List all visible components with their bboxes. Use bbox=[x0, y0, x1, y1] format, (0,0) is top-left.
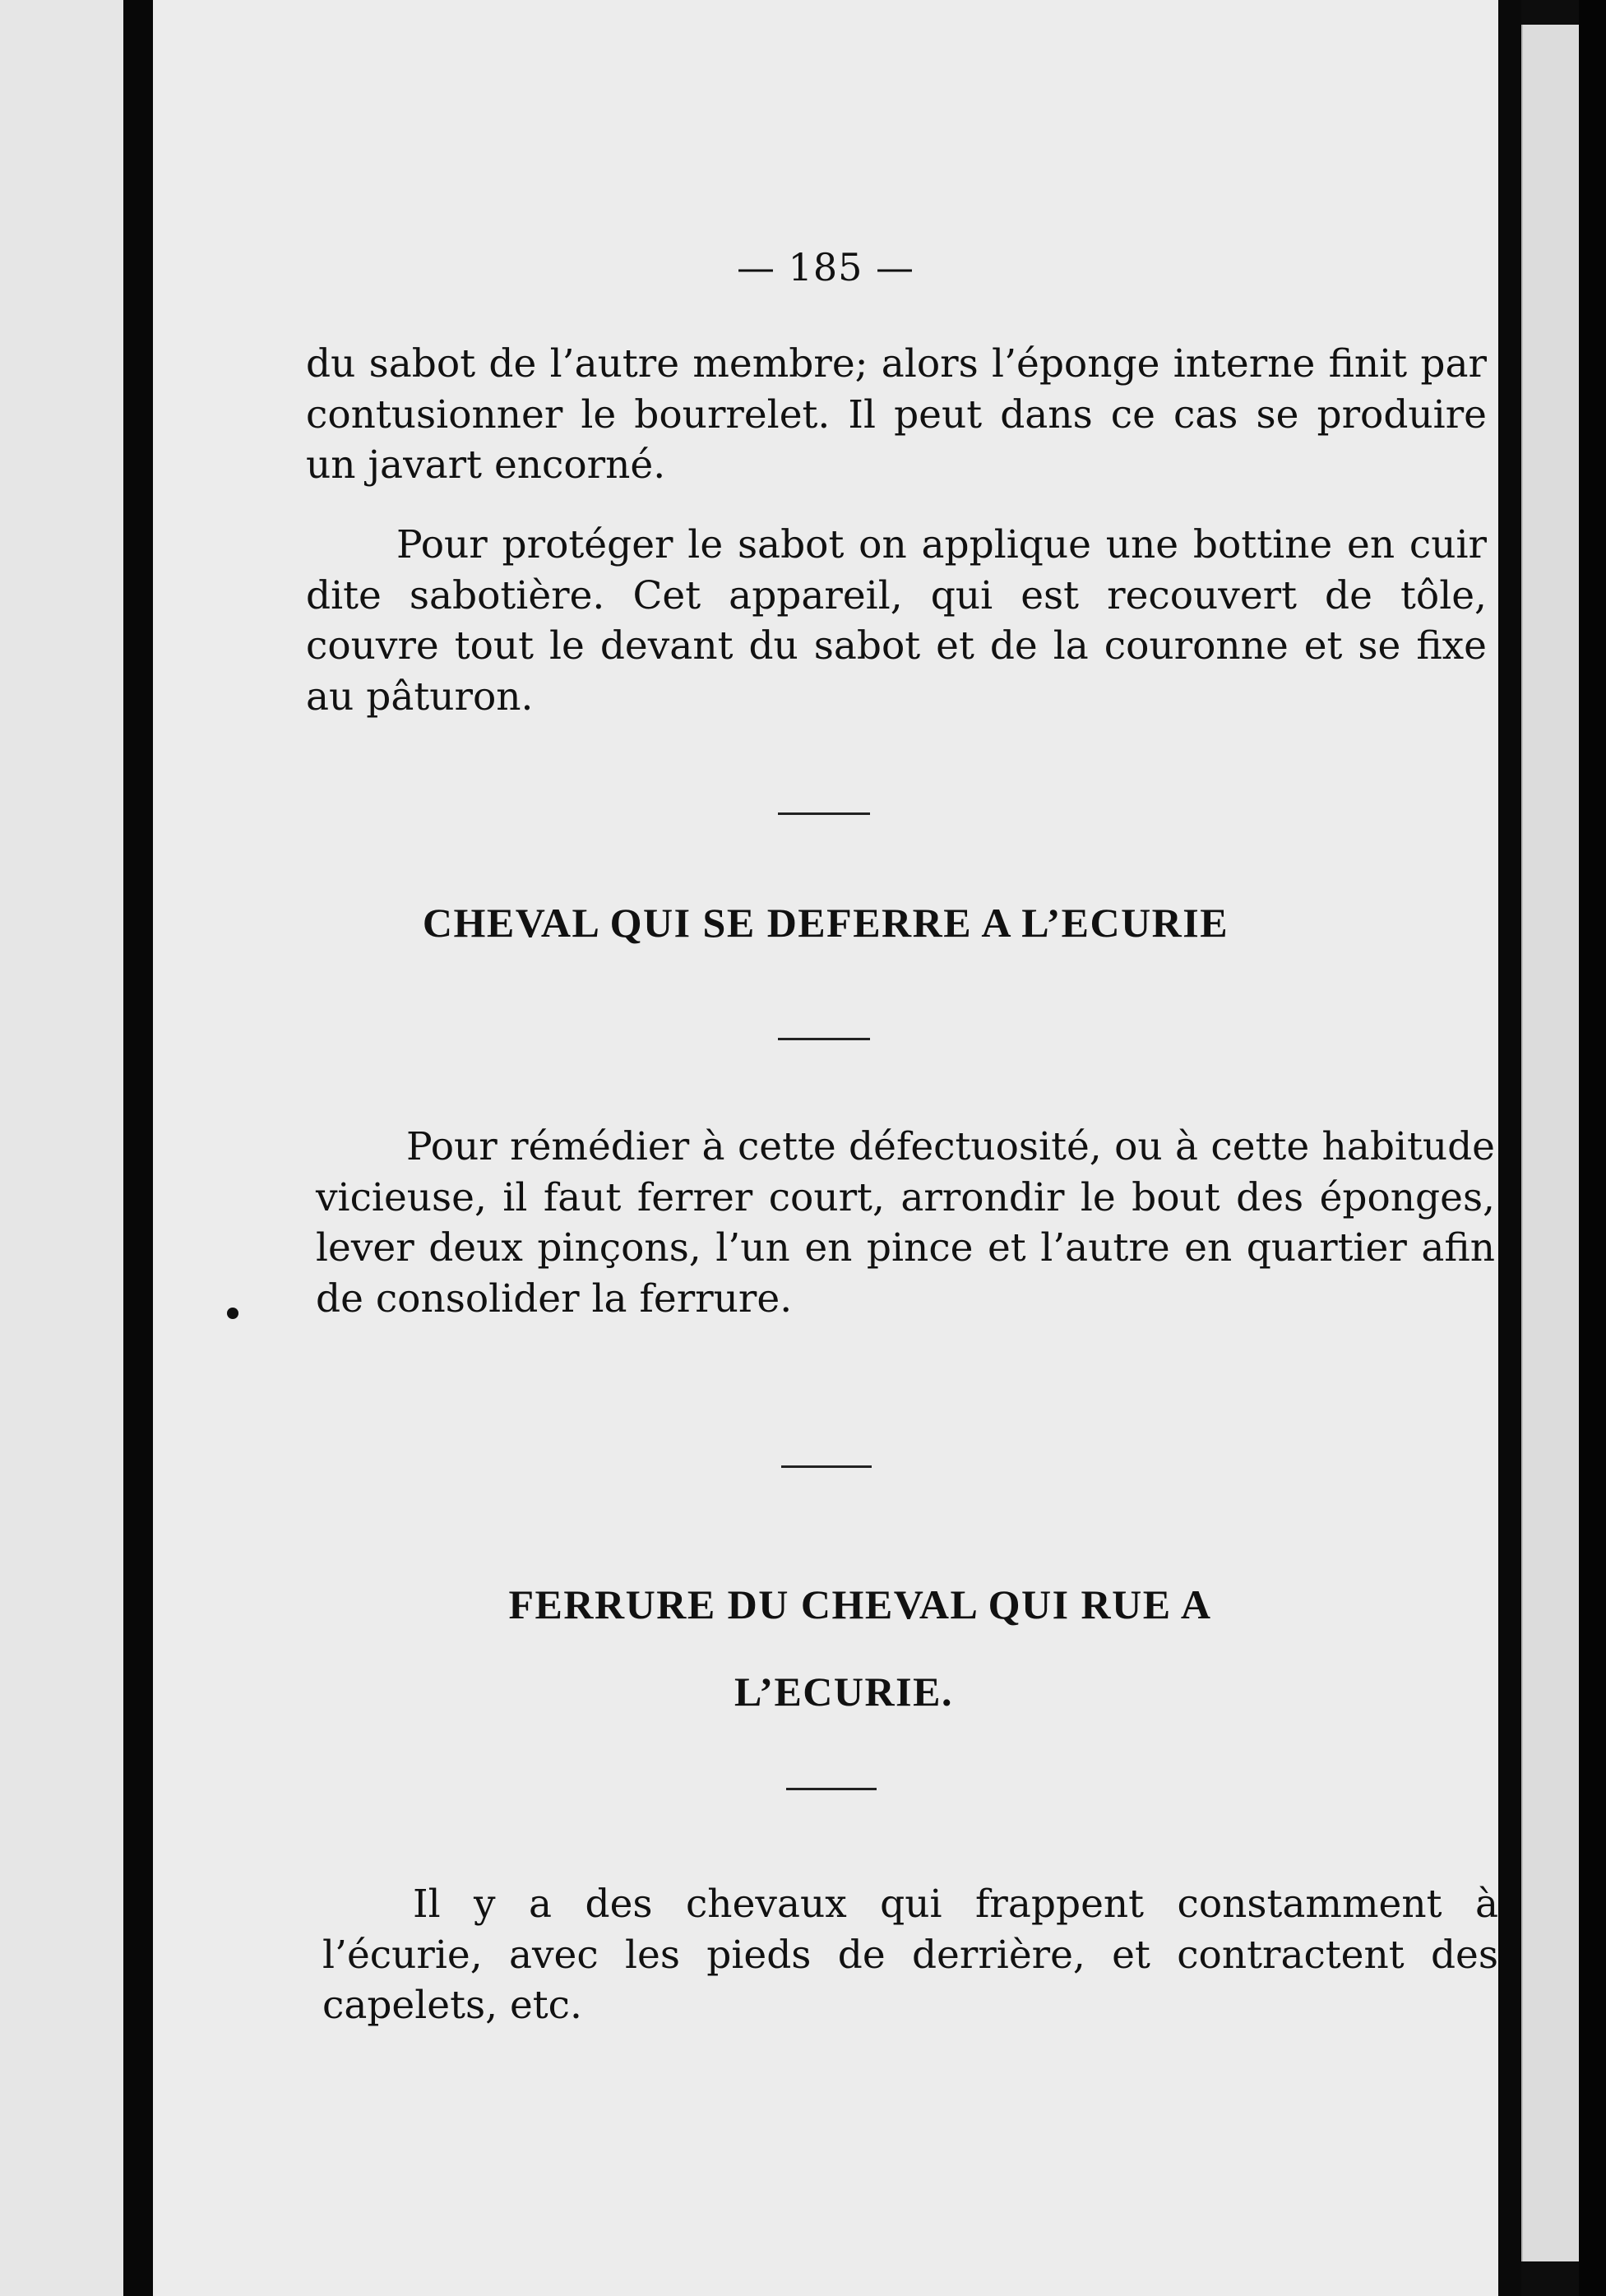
section-divider bbox=[786, 1788, 877, 1790]
paragraph-text: Pour protéger le sabot on applique une bottine en cuir dite sabotière. Cet appareil, qui est recouvert de tôle, couvre tout le devant du sabot et de la couronne et se fixe au pâturon. bbox=[306, 522, 1487, 720]
book-gutter bbox=[123, 0, 153, 2296]
paragraph-text: Pour rémédier à cette défectuosité, ou à cette habitude vicieuse, il faut ferrer court, arrondir le bout des éponges, lever deux pinçons, l’un en pince et l’autre en quartier afin de consolider la ferrure. bbox=[316, 1124, 1495, 1322]
section-heading-deferre bbox=[153, 899, 1498, 947]
heading-line: FERRURE DU CHEVAL QUI RUE A bbox=[508, 1581, 1212, 1627]
page-number: — 185 — bbox=[736, 245, 915, 289]
scan-border bbox=[1579, 0, 1606, 2296]
margin-dot bbox=[227, 1308, 238, 1319]
paragraph-continuation bbox=[306, 339, 1487, 491]
page-right-edge bbox=[1498, 0, 1521, 2296]
facing-page-edge bbox=[0, 0, 123, 2296]
heading-line: L’ECURIE. bbox=[734, 1669, 953, 1715]
paragraph-sabotiere bbox=[306, 520, 1487, 722]
paragraph-defectuosite bbox=[316, 1122, 1495, 1324]
section-heading-ferrure bbox=[219, 1561, 1502, 1735]
paragraph-text: Il y a des chevaux qui frappent constamment à l’écurie, avec les pieds de derrière, et contractent des capelets, etc. bbox=[322, 1882, 1498, 2028]
section-divider bbox=[781, 1465, 872, 1468]
section-divider bbox=[778, 812, 870, 815]
next-page-edge bbox=[1521, 25, 1581, 2261]
book-page bbox=[153, 0, 1498, 2296]
heading-line: CHEVAL QUI SE DEFERRE A L’ECURIE bbox=[422, 900, 1229, 946]
paragraph-text: du sabot de l’autre membre; alors l’éponge interne finit par contusionner le bourrelet. Il peut dans ce cas se produire un javart encorné. bbox=[306, 341, 1487, 488]
section-divider bbox=[778, 1038, 870, 1040]
paragraph-chevaux bbox=[322, 1879, 1498, 2031]
